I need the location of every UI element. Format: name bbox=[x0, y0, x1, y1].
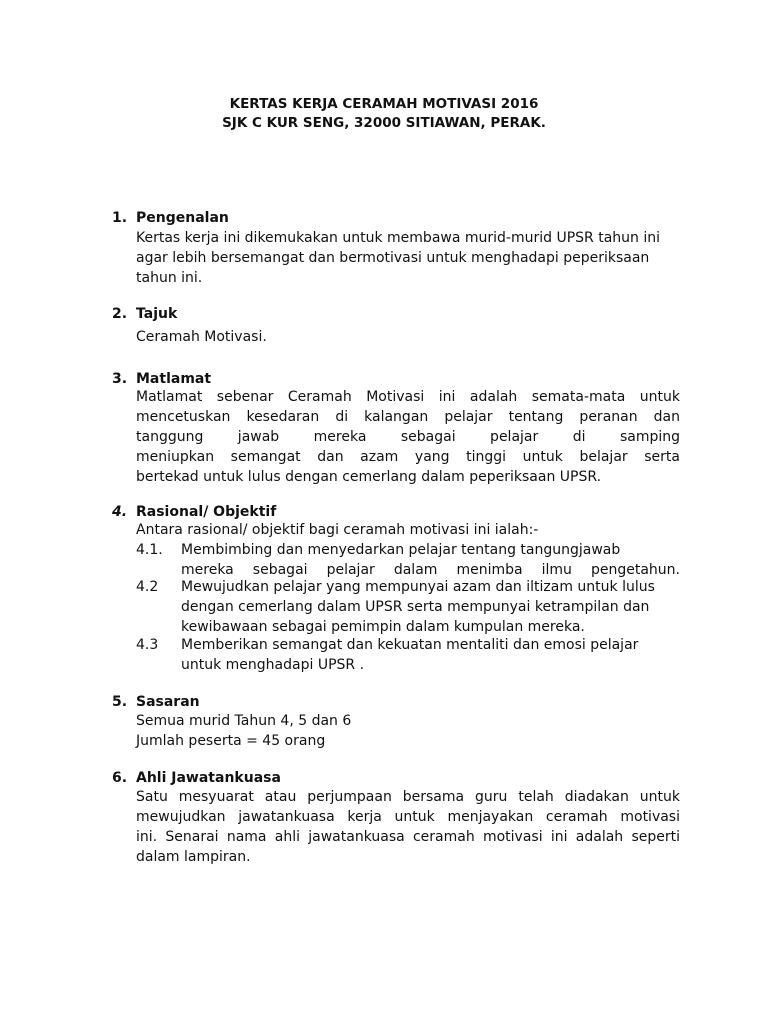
body-line: Satu mesyuarat atau perjumpaan bersama guru telah diadakan untuk bbox=[136, 789, 680, 805]
body-line: Mewujudkan pelajar yang mempunyai azam dan iltizam untuk lulus bbox=[181, 579, 655, 595]
body-line: bertekad untuk lulus dengan cemerlang dalam peperiksaan UPSR. bbox=[136, 469, 602, 485]
body-line: Ceramah Motivasi. bbox=[136, 329, 267, 345]
body-line: ini. Senarai nama ahli jawatankuasa ceramah motivasi ini adalah seperti bbox=[136, 829, 680, 845]
body-line: Jumlah peserta = 45 orang bbox=[136, 733, 326, 749]
sub-item-text bbox=[181, 635, 680, 675]
sub-item-number: 4.2 bbox=[136, 579, 159, 595]
section-body bbox=[136, 228, 680, 288]
section-body bbox=[136, 711, 680, 751]
body-line: mencetuskan kesedaran di kalangan pelajar tentang peranan dan bbox=[136, 409, 680, 425]
body-line: Memberikan semangat dan kekuatan mentaliti dan emosi pelajar bbox=[181, 637, 639, 653]
body-line: mereka sebagai pelajar dalam menimba ilmu pengetahun. bbox=[181, 562, 680, 578]
body-line: Matlamat sebenar Ceramah Motivasi ini adalah semata-mata untuk bbox=[136, 389, 680, 405]
body-line: Antara rasional/ objektif bagi ceramah motivasi ini ialah:- bbox=[136, 522, 539, 538]
sub-item-number: 4.1. bbox=[136, 542, 163, 558]
section-heading: Ahli Jawatankuasa bbox=[136, 770, 281, 786]
body-line: untuk menghadapi UPSR . bbox=[181, 657, 365, 673]
section-number: 5. bbox=[112, 694, 128, 710]
sub-item-text bbox=[181, 577, 680, 637]
section-heading: Tajuk bbox=[136, 306, 178, 322]
body-line: meniupkan semangat dan azam yang tinggi untuk belajar serta bbox=[136, 449, 680, 465]
body-line: Semua murid Tahun 4, 5 dan 6 bbox=[136, 713, 352, 729]
section-number: 1. bbox=[112, 210, 128, 226]
section-number: 2. bbox=[112, 306, 128, 322]
document-title-line-2: SJK C KUR SENG, 32000 SITIAWAN, PERAK. bbox=[222, 115, 546, 131]
body-line: mewujudkan jawatankuasa kerja untuk menjayakan ceramah motivasi bbox=[136, 809, 680, 825]
section-heading: Rasional/ Objektif bbox=[136, 504, 277, 520]
body-line: agar lebih bersemangat dan bermotivasi untuk menghadapi peperiksaan bbox=[136, 250, 650, 266]
section-heading: Pengenalan bbox=[136, 210, 229, 226]
section-body bbox=[136, 387, 680, 487]
body-line: dengan cemerlang dalam UPSR serta mempunyai ketrampilan dan bbox=[181, 599, 650, 615]
section-intro bbox=[136, 520, 680, 540]
section-number: 6. bbox=[112, 770, 128, 786]
body-line: Kertas kerja ini dikemukakan untuk membawa murid-murid UPSR tahun ini bbox=[136, 230, 661, 246]
section-heading: Matlamat bbox=[136, 371, 212, 387]
body-line: kewibawaan sebagai pemimpin dalam kumpulan mereka. bbox=[181, 619, 585, 635]
body-line: tahun ini. bbox=[136, 270, 203, 286]
section-number: 3. bbox=[112, 371, 128, 387]
section-heading: Sasaran bbox=[136, 694, 200, 710]
section-body bbox=[136, 787, 680, 867]
section-body bbox=[136, 327, 680, 347]
body-line: dalam lampiran. bbox=[136, 849, 251, 865]
body-line: Membimbing dan menyedarkan pelajar tentang tangungjawab bbox=[181, 542, 621, 558]
sub-item-text bbox=[181, 540, 680, 580]
sub-item-number: 4.3 bbox=[136, 637, 159, 653]
body-line: tanggung jawab mereka sebagai pelajar di samping bbox=[136, 429, 680, 445]
document-title-line-1: KERTAS KERJA CERAMAH MOTIVASI 2016 bbox=[229, 96, 539, 112]
section-number: 4. bbox=[112, 504, 128, 520]
